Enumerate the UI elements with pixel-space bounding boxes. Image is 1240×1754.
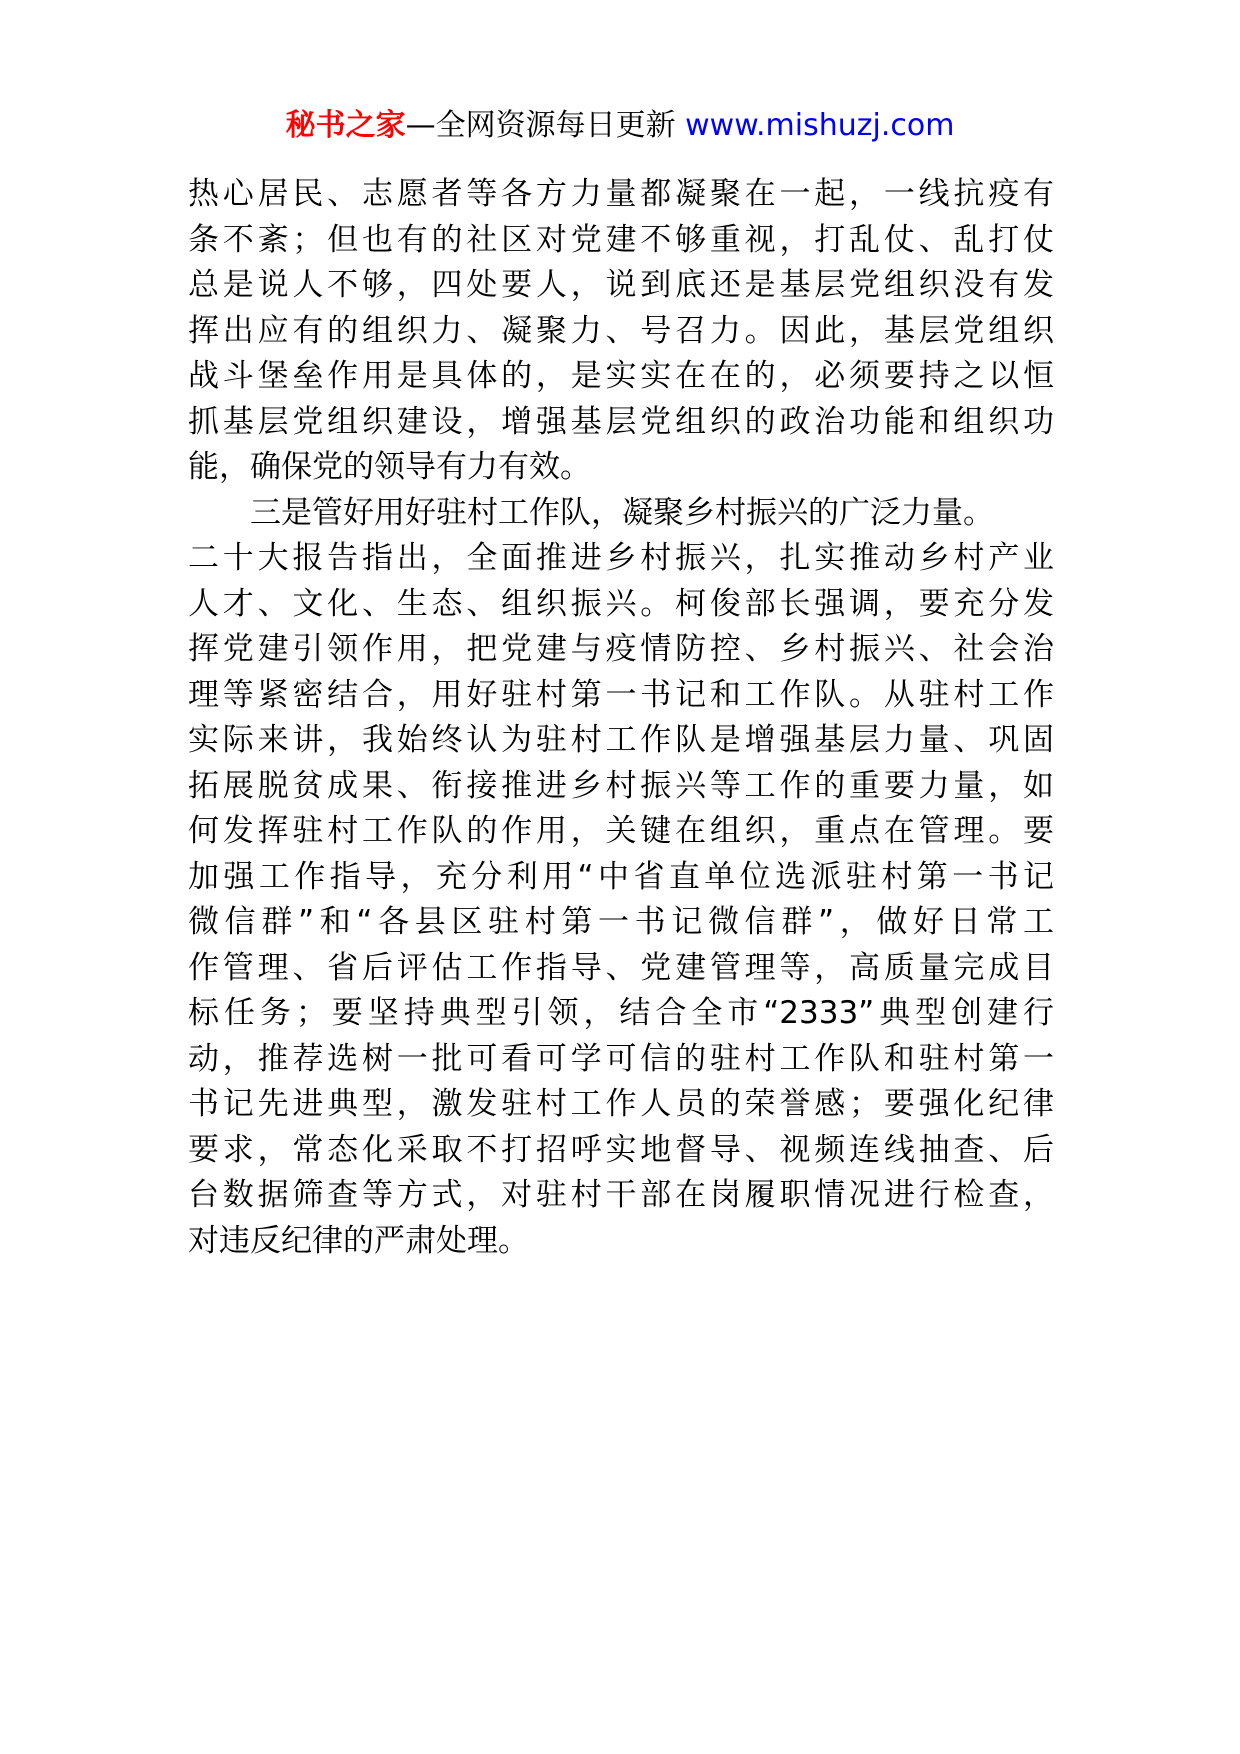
header-url-link[interactable]: www.mishuzj.com bbox=[685, 108, 955, 143]
page-header bbox=[0, 104, 1240, 148]
text-line: 书记先进典型，激发驻村工作人员的荣誉感；要强化纪律 bbox=[188, 1086, 1054, 1122]
text-line: 理等紧密结合，用好驻村第一书记和工作队。从驻村工作 bbox=[188, 676, 1054, 713]
text-line: 二十大报告指出，全面推进乡村振兴，扎实推动乡村产业 bbox=[188, 540, 1054, 576]
text-line: 人才、文化、生态、组织振兴。柯俊部长强调，要充分发 bbox=[188, 585, 1054, 622]
text-line: 要求，常态化采取不打招呼实地督导、视频连线抽查、后 bbox=[188, 1131, 1054, 1168]
text-line: 挥党建引领作用，把党建与疫情防控、乡村振兴、社会治 bbox=[188, 631, 1054, 667]
header-brand: 秘书之家 bbox=[285, 108, 406, 143]
body-text bbox=[188, 172, 1054, 1264]
text-line: 条不紊；但也有的社区对党建不够重视，打乱仗、乱打仗 bbox=[188, 221, 1054, 258]
text-line: 总是说人不够，四处要人，说到底还是基层党组织没有发 bbox=[188, 267, 1054, 303]
text-line: 动，推荐选树一批可看可学可信的驻村工作队和驻村第一 bbox=[188, 1040, 1054, 1077]
text-line: 抓基层党组织建设，增强基层党组织的政治功能和组织功 bbox=[188, 403, 1054, 440]
header-tagline: —全网资源每日更新 bbox=[405, 108, 676, 143]
paragraph-heading-line: 三是管好用好驻村工作队，凝聚乡村振兴的广泛力量。 bbox=[250, 494, 994, 531]
text-line: 战斗堡垒作用是具体的，是实实在在的，必须要持之以恒 bbox=[188, 358, 1054, 394]
text-line: 热心居民、志愿者等各方力量都凝聚在一起，一线抗疫有 bbox=[188, 176, 1054, 212]
text-line: 挥出应有的组织力、凝聚力、号召力。因此，基层党组织 bbox=[188, 312, 1054, 349]
text-line: 何发挥驻村工作队的作用，关键在组织，重点在管理。要 bbox=[188, 813, 1054, 849]
text-line: 标任务；要坚持典型引领，结合全市“2333”典型创建行 bbox=[188, 995, 1054, 1031]
text-line: 对违反纪律的严肃处理。 bbox=[188, 1222, 529, 1259]
text-line: 微信群”和“各县区驻村第一书记微信群”，做好日常工 bbox=[188, 904, 1054, 940]
text-line: 加强工作指导，充分利用“中省直单位选派驻村第一书记 bbox=[188, 858, 1054, 895]
text-line: 作管理、省后评估工作指导、党建管理等，高质量完成目 bbox=[188, 949, 1054, 986]
text-line: 能，确保党的领导有力有效。 bbox=[188, 449, 591, 485]
text-line: 拓展脱贫成果、衔接推进乡村振兴等工作的重要力量，如 bbox=[188, 767, 1054, 804]
text-line: 实际来讲，我始终认为驻村工作队是增强基层力量、巩固 bbox=[188, 722, 1054, 758]
text-line: 台数据筛查等方式，对驻村干部在岗履职情况进行检查， bbox=[188, 1177, 1054, 1213]
